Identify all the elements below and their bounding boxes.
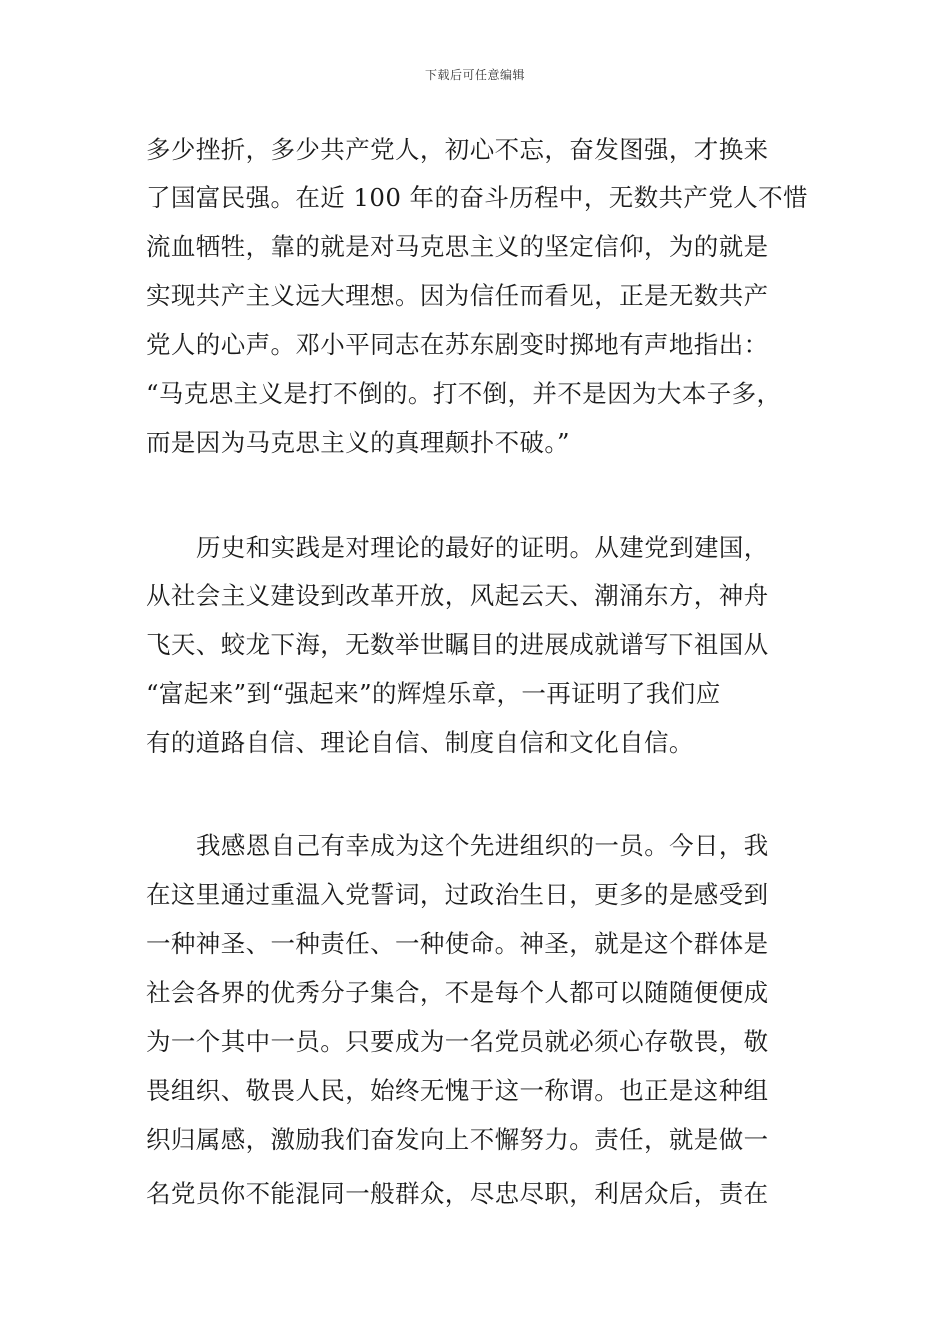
paragraph-3-line-7: 织归属感，激励我们奋发向上不懈努力。责任，就是做一 (146, 1125, 769, 1154)
paragraph-1-line-1: 多少挫折，多少共产党人，初心不忘，奋发图强，才换来 (146, 135, 769, 164)
paragraph-1-line-5: 党人的心声。邓小平同志在苏东剧变时掷地有声地指出： (146, 330, 769, 359)
paragraph-2-line-2: 从社会主义建设到改革开放，风起云天、潮涌东方，神舟 (146, 581, 769, 610)
paragraph-1-line-7: 而是因为马克思主义的真理颠扑不破。” (146, 428, 570, 457)
paragraph-1-line-2: 了国富民强。在近 100 年的奋斗历程中，无数共产党人不惜 (146, 183, 808, 212)
paragraph-3-line-2: 在这里通过重温入党誓词，过政治生日，更多的是感受到 (146, 880, 769, 909)
paragraph-2-line-1: 历史和实践是对理论的最好的证明。从建党到建国， (196, 533, 769, 562)
paragraph-1-line-4: 实现共产主义远大理想。因为信任而看见，正是无数共产 (146, 281, 769, 310)
paragraph-3-line-8: 名党员你不能混同一般群众，尽忠尽职，利居众后，责在 (146, 1179, 769, 1208)
paragraph-3-line-5: 为一个其中一员。只要成为一名党员就必须心存敬畏，敬 (146, 1027, 769, 1056)
paragraph-1-line-3: 流血牺牲，靠的就是对马克思主义的坚定信仰，为的就是 (146, 232, 769, 261)
paragraph-3-line-6: 畏组织、敬畏人民，始终无愧于这一称谓。也正是这种组 (146, 1076, 769, 1105)
paragraph-2-line-4: “富起来”到“强起来”的辉煌乐章，一再证明了我们应 (146, 679, 721, 708)
paragraph-3-line-3: 一种神圣、一种责任、一种使命。神圣，就是这个群体是 (146, 929, 769, 958)
paragraph-3-line-1: 我感恩自己有幸成为这个先进组织的一员。今日，我 (196, 831, 769, 860)
paragraph-2-line-5: 有的道路自信、理论自信、制度自信和文化自信。 (146, 728, 694, 757)
paragraph-1-line-6: “马克思主义是打不倒的。打不倒，并不是因为大本子多， (146, 379, 782, 408)
page-header: 下载后可任意编辑 (424, 68, 525, 82)
paragraph-3-line-4: 社会各界的优秀分子集合，不是每个人都可以随随便便成 (146, 978, 769, 1007)
paragraph-2-line-3: 飞天、蛟龙下海，无数举世瞩目的进展成就谱写下祖国从 (146, 630, 769, 659)
